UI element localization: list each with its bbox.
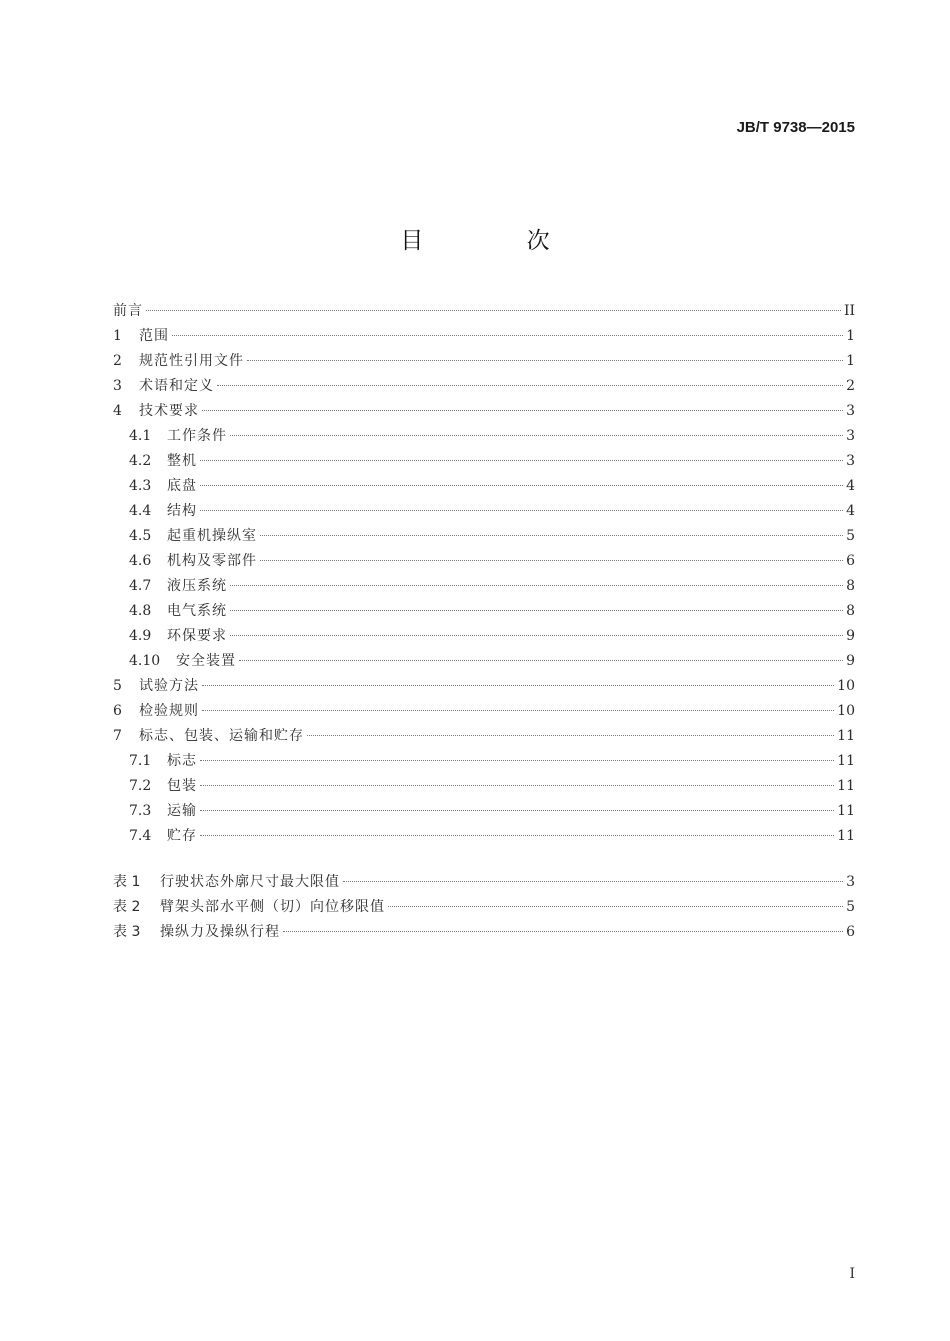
entry-number: 4.8 xyxy=(129,603,152,619)
entry-label: 液压系统 xyxy=(167,578,227,594)
entry-page-number: 10 xyxy=(837,678,855,694)
toc-entry[interactable] xyxy=(113,550,855,575)
dot-leader xyxy=(230,610,843,611)
toc-entry[interactable] xyxy=(113,775,855,800)
dot-leader xyxy=(230,435,843,436)
entry-number: 1 xyxy=(113,328,122,344)
entry-number: 6 xyxy=(113,703,122,719)
toc-entry[interactable] xyxy=(113,475,855,500)
toc-entry[interactable] xyxy=(113,575,855,600)
entry-label: 起重机操纵室 xyxy=(167,528,257,544)
entry-number: 2 xyxy=(113,353,122,369)
entry-page-number: 6 xyxy=(846,553,855,569)
toc-entry[interactable] xyxy=(113,650,855,675)
entry-number: 4.6 xyxy=(129,553,152,569)
entry-label: 试验方法 xyxy=(139,678,199,694)
toc-entry[interactable] xyxy=(113,500,855,525)
toc-entry[interactable] xyxy=(113,825,855,850)
dot-leader xyxy=(200,510,843,511)
dot-leader xyxy=(247,360,843,361)
entry-number: 3 xyxy=(113,378,122,394)
entry-label: 环保要求 xyxy=(167,628,227,644)
list-of-tables xyxy=(113,871,855,946)
entry-page-number: 4 xyxy=(846,478,855,494)
entry-label: 规范性引用文件 xyxy=(139,353,244,369)
entry-label: 术语和定义 xyxy=(139,378,214,394)
entry-page-number: II xyxy=(843,303,855,319)
entry-label: 机构及零部件 xyxy=(167,553,257,569)
dot-leader xyxy=(202,685,834,686)
entry-number: 4.2 xyxy=(129,453,152,469)
table-of-contents xyxy=(113,300,855,850)
entry-label: 标志、包装、运输和贮存 xyxy=(139,728,304,744)
entry-number: 7.1 xyxy=(129,753,152,769)
entry-label: 结构 xyxy=(167,503,197,519)
toc-entry[interactable] xyxy=(113,350,855,375)
page-number: I xyxy=(849,1266,855,1282)
entry-page-number: 1 xyxy=(846,328,855,344)
entry-label: 整机 xyxy=(167,453,197,469)
toc-entry[interactable] xyxy=(113,896,855,921)
entry-page-number: 6 xyxy=(846,924,855,940)
entry-label: 底盘 xyxy=(167,478,197,494)
entry-page-number: 11 xyxy=(837,753,855,769)
entry-page-number: 11 xyxy=(837,728,855,744)
dot-leader xyxy=(146,310,841,311)
entry-page-number: 9 xyxy=(846,653,855,669)
entry-number: 7.2 xyxy=(129,778,152,794)
entry-label: 技术要求 xyxy=(139,403,199,419)
entry-label: 运输 xyxy=(167,803,197,819)
entry-number: 4.7 xyxy=(129,578,152,594)
entry-label: 电气系统 xyxy=(167,603,227,619)
dot-leader xyxy=(202,410,843,411)
entry-page-number: 10 xyxy=(837,703,855,719)
entry-label: 行驶状态外廓尺寸最大限值 xyxy=(160,874,340,890)
toc-entry[interactable] xyxy=(113,525,855,550)
entry-page-number: 3 xyxy=(846,428,855,444)
dot-leader xyxy=(202,710,834,711)
dot-leader xyxy=(200,785,834,786)
standard-code: JB/T 9738—2015 xyxy=(736,119,855,136)
entry-page-number: 11 xyxy=(837,803,855,819)
entry-label: 检验规则 xyxy=(139,703,199,719)
toc-entry[interactable] xyxy=(113,921,855,946)
entry-page-number: 4 xyxy=(846,503,855,519)
entry-page-number: 11 xyxy=(837,778,855,794)
toc-entry[interactable] xyxy=(113,750,855,775)
entry-label: 贮存 xyxy=(167,828,197,844)
entry-page-number: 3 xyxy=(846,453,855,469)
entry-number: 4.10 xyxy=(129,653,161,669)
entry-number: 4.1 xyxy=(129,428,152,444)
entry-number: 5 xyxy=(113,678,122,694)
toc-entry[interactable] xyxy=(113,871,855,896)
entry-page-number: 3 xyxy=(846,403,855,419)
entry-page-number: 2 xyxy=(846,378,855,394)
entry-number: 表 1 xyxy=(113,874,141,890)
entry-number: 7.4 xyxy=(129,828,152,844)
toc-entry[interactable] xyxy=(113,375,855,400)
dot-leader xyxy=(200,760,834,761)
dot-leader xyxy=(200,835,834,836)
entry-label: 工作条件 xyxy=(167,428,227,444)
dot-leader xyxy=(217,385,843,386)
toc-entry[interactable] xyxy=(113,325,855,350)
entry-page-number: 8 xyxy=(846,578,855,594)
dot-leader xyxy=(230,585,843,586)
entry-page-number: 9 xyxy=(846,628,855,644)
toc-entry[interactable] xyxy=(113,700,855,725)
toc-entry[interactable] xyxy=(113,725,855,750)
entry-number: 4 xyxy=(113,403,122,419)
entry-label: 安全装置 xyxy=(176,653,236,669)
entry-number: 4.9 xyxy=(129,628,152,644)
entry-page-number: 3 xyxy=(846,874,855,890)
entry-label: 标志 xyxy=(167,753,197,769)
dot-leader xyxy=(200,460,843,461)
dot-leader xyxy=(239,660,843,661)
entry-number: 7.3 xyxy=(129,803,152,819)
dot-leader xyxy=(230,635,843,636)
toc-entry[interactable] xyxy=(113,675,855,700)
dot-leader xyxy=(307,735,834,736)
entry-label: 范围 xyxy=(139,328,169,344)
entry-page-number: 5 xyxy=(846,528,855,544)
entry-number: 4.3 xyxy=(129,478,152,494)
page-title: 目 次 xyxy=(400,228,598,254)
toc-entry[interactable] xyxy=(113,425,855,450)
entry-label: 包装 xyxy=(167,778,197,794)
dot-leader xyxy=(172,335,843,336)
toc-entry[interactable] xyxy=(113,600,855,625)
toc-entry[interactable] xyxy=(113,450,855,475)
dot-leader xyxy=(200,810,834,811)
entry-label: 臂架头部水平侧（切）向位移限值 xyxy=(160,899,385,915)
entry-page-number: 11 xyxy=(837,828,855,844)
entry-page-number: 8 xyxy=(846,603,855,619)
entry-label: 前言 xyxy=(113,303,143,319)
toc-entry[interactable] xyxy=(113,625,855,650)
entry-number: 7 xyxy=(113,728,122,744)
entry-page-number: 1 xyxy=(846,353,855,369)
dot-leader xyxy=(260,535,843,536)
entry-page-number: 5 xyxy=(846,899,855,915)
entry-number: 4.4 xyxy=(129,503,152,519)
dot-leader xyxy=(200,485,843,486)
entry-number: 表 3 xyxy=(113,924,141,940)
entry-number: 4.5 xyxy=(129,528,152,544)
toc-entry[interactable] xyxy=(113,800,855,825)
toc-entry[interactable] xyxy=(113,400,855,425)
entry-number: 表 2 xyxy=(113,899,141,915)
entry-label: 操纵力及操纵行程 xyxy=(160,924,280,940)
dot-leader xyxy=(388,906,843,907)
toc-entry[interactable] xyxy=(113,300,855,325)
dot-leader xyxy=(260,560,843,561)
dot-leader xyxy=(283,931,843,932)
dot-leader xyxy=(343,881,843,882)
